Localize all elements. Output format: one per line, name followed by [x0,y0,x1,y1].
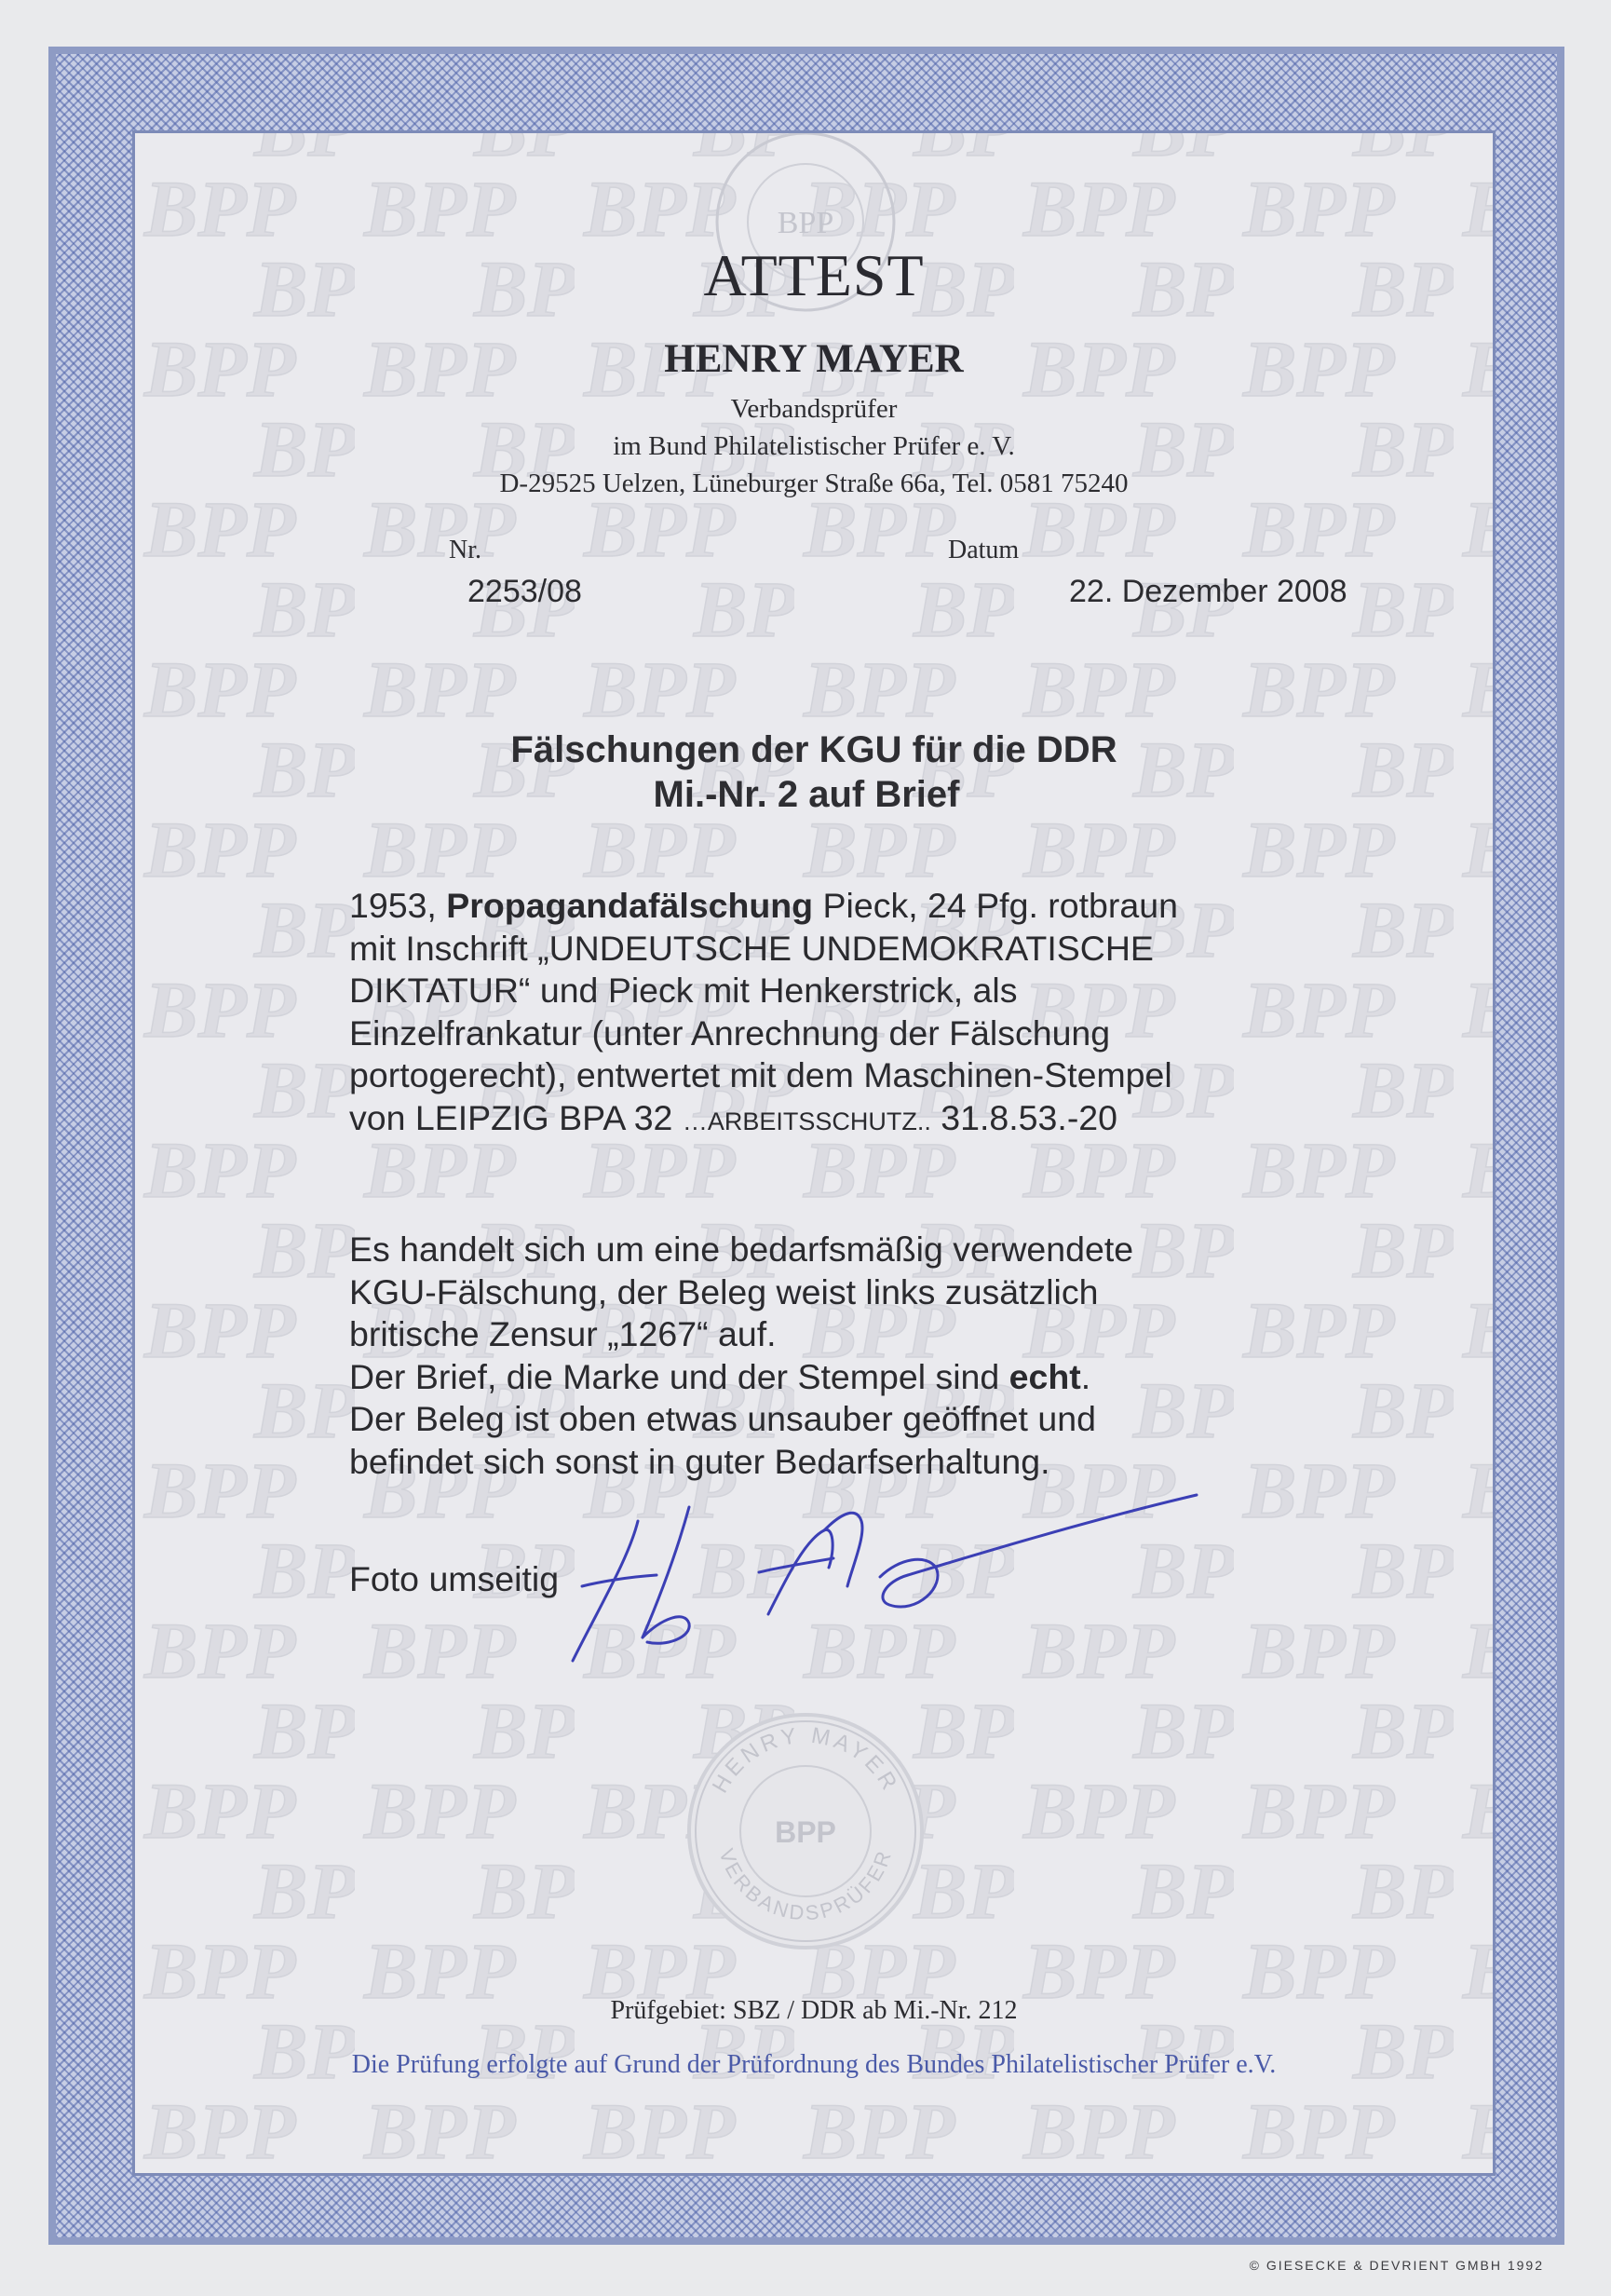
text: 1953, [349,886,447,925]
text-line: Es handelt sich um eine bedarfsmäßig verwendete [349,1230,1134,1269]
examiner-name: HENRY MAYER [664,337,964,381]
heading-line-1: Fälschungen der KGU für die DDR [510,729,1117,770]
text: von LEIPZIG BPA 32 [349,1097,683,1137]
examiner-role: Verbandsprüfer [730,394,898,424]
small-text: …ARBEITSSCHUTZ.. [682,1107,931,1135]
photo-note: Foto umseitig [349,1559,560,1598]
certificate-title: ATTEST [703,242,925,308]
description-paragraph [349,885,1178,1143]
certificate-paper [132,130,1496,2176]
text-line: mit Inschrift „UNDEUTSCHE UNDEMOKRATISCHE [349,928,1154,968]
text: . [1080,1356,1091,1396]
text-line: befindet sich sonst in guter Bedarfserhaltung. [349,1441,1050,1481]
association: im Bund Philatelistischer Prüfer e. V. [613,431,1015,461]
text-line: Der Beleg ist oben etwas unsauber geöffnet und [349,1399,1096,1438]
text-line: portogerecht), entwertet mit dem Maschinen-Stempel [349,1055,1172,1094]
text-line: Einzelfrankatur (unter Anrechnung der Fälschung [349,1012,1111,1053]
handwritten-signature [526,1465,1401,1689]
printer-credit: © GIESECKE & DEVRIENT GMBH 1992 [1249,2258,1544,2273]
guilloche-border [48,47,1564,2245]
seal-top-text: HENRY MAYER [707,1722,904,1798]
date-label: Datum [948,536,1020,564]
text-line: DIKTATUR“ und Pieck mit Henkerstrick, als [349,971,1018,1010]
bold-text: echt [1009,1356,1081,1396]
seal-middle-text: BPP [775,1815,836,1849]
date-value: 22. Dezember 2008 [1069,574,1347,609]
number-value: 2253/08 [467,574,582,609]
assessment-paragraph [349,1229,1133,1483]
seal-bottom-text: VERBANDSPRÜFER [714,1845,897,1925]
text-line: britische Zensur „1267“ auf. [349,1314,777,1353]
text: Pieck, 24 Pfg. rotbraun [813,886,1178,925]
text: 31.8.53.-20 [930,1097,1118,1137]
text: Der Brief, die Marke und der Stempel sind [349,1356,1009,1396]
examiner-address: D-29525 Uelzen, Lüneburger Straße 66a, Tel. 0581 75240 [499,469,1129,498]
examination-scope: Prüfgebiet: SBZ / DDR ab Mi.-Nr. 212 [610,1996,1018,2025]
text-line: KGU-Fälschung, der Beleg weist links zusätzlich [349,1271,1099,1311]
bold-text: Propagandafälschung [446,886,814,925]
examination-basis: Die Prüfung erfolgte auf Grund der Prüfordnung des Bundes Philatelistischer Prüfer e.V. [351,2050,1277,2079]
embossed-seal-bottom [680,1705,931,1957]
heading-line-2: Mi.-Nr. 2 auf Brief [653,774,960,815]
number-label: Nr. [449,536,481,564]
svg-text:BPP: BPP [777,206,834,240]
